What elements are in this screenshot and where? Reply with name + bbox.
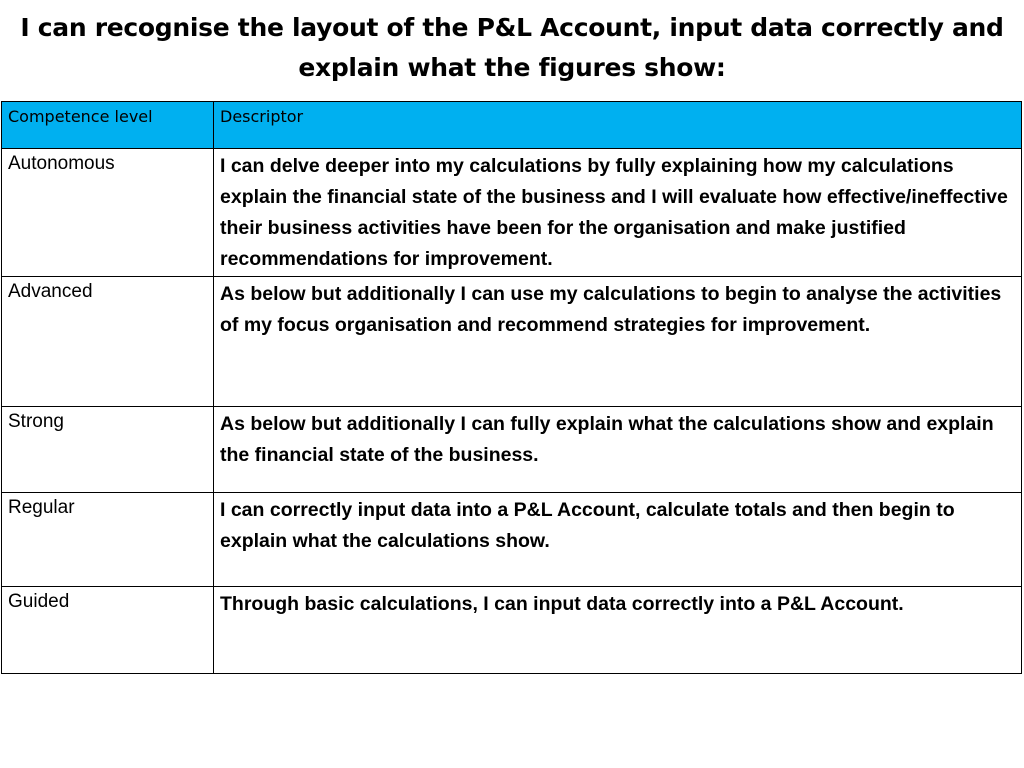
descriptor-cell: [214, 587, 1022, 674]
descriptor-text: I can correctly input data into a P&L Account, calculate totals and then begin to explain what the calculations show.: [220, 499, 955, 552]
level-label: Autonomous: [8, 153, 115, 174]
level-cell: [2, 493, 214, 587]
level-cell: [2, 407, 214, 493]
table-row: [2, 407, 1022, 493]
descriptor-text: As below but additionally I can use my calculations to begin to analyse the activities of my focus organisation and recommend strategies for improvement.: [220, 283, 1002, 336]
table-header-row: [2, 102, 1022, 149]
header-cell-descriptor: [214, 102, 1022, 149]
level-label: Advanced: [8, 281, 93, 302]
descriptor-cell: [214, 149, 1022, 277]
level-cell: [2, 277, 214, 407]
table-row: [2, 587, 1022, 674]
header-label-descriptor: Descriptor: [220, 107, 304, 126]
descriptor-cell: [214, 407, 1022, 493]
level-cell: [2, 149, 214, 277]
level-label: Strong: [8, 411, 64, 432]
header-label-level: Competence level: [8, 107, 153, 126]
table-row: [2, 277, 1022, 407]
descriptor-text: I can delve deeper into my calculations by fully explaining how my calculations explain the financial state of the business and I will evaluate how effective/ineffective their business activities have been for the organisation and make justified recommendations for improvement.: [220, 155, 1008, 270]
level-label: Guided: [8, 591, 70, 612]
competence-table: [1, 101, 1022, 674]
level-cell: [2, 587, 214, 674]
descriptor-text: Through basic calculations, I can input data correctly into a P&L Account.: [220, 593, 904, 615]
descriptor-text: As below but additionally I can fully explain what the calculations show and explain the financial state of the business.: [220, 413, 994, 466]
table-row: [2, 149, 1022, 277]
table-row: [2, 493, 1022, 587]
header-cell-level: [2, 102, 214, 149]
descriptor-cell: [214, 277, 1022, 407]
descriptor-cell: [214, 493, 1022, 587]
slide-title: I can recognise the layout of the P&L Account, input data correctly and explain what the figures show:: [20, 13, 1004, 82]
level-label: Regular: [8, 497, 75, 518]
